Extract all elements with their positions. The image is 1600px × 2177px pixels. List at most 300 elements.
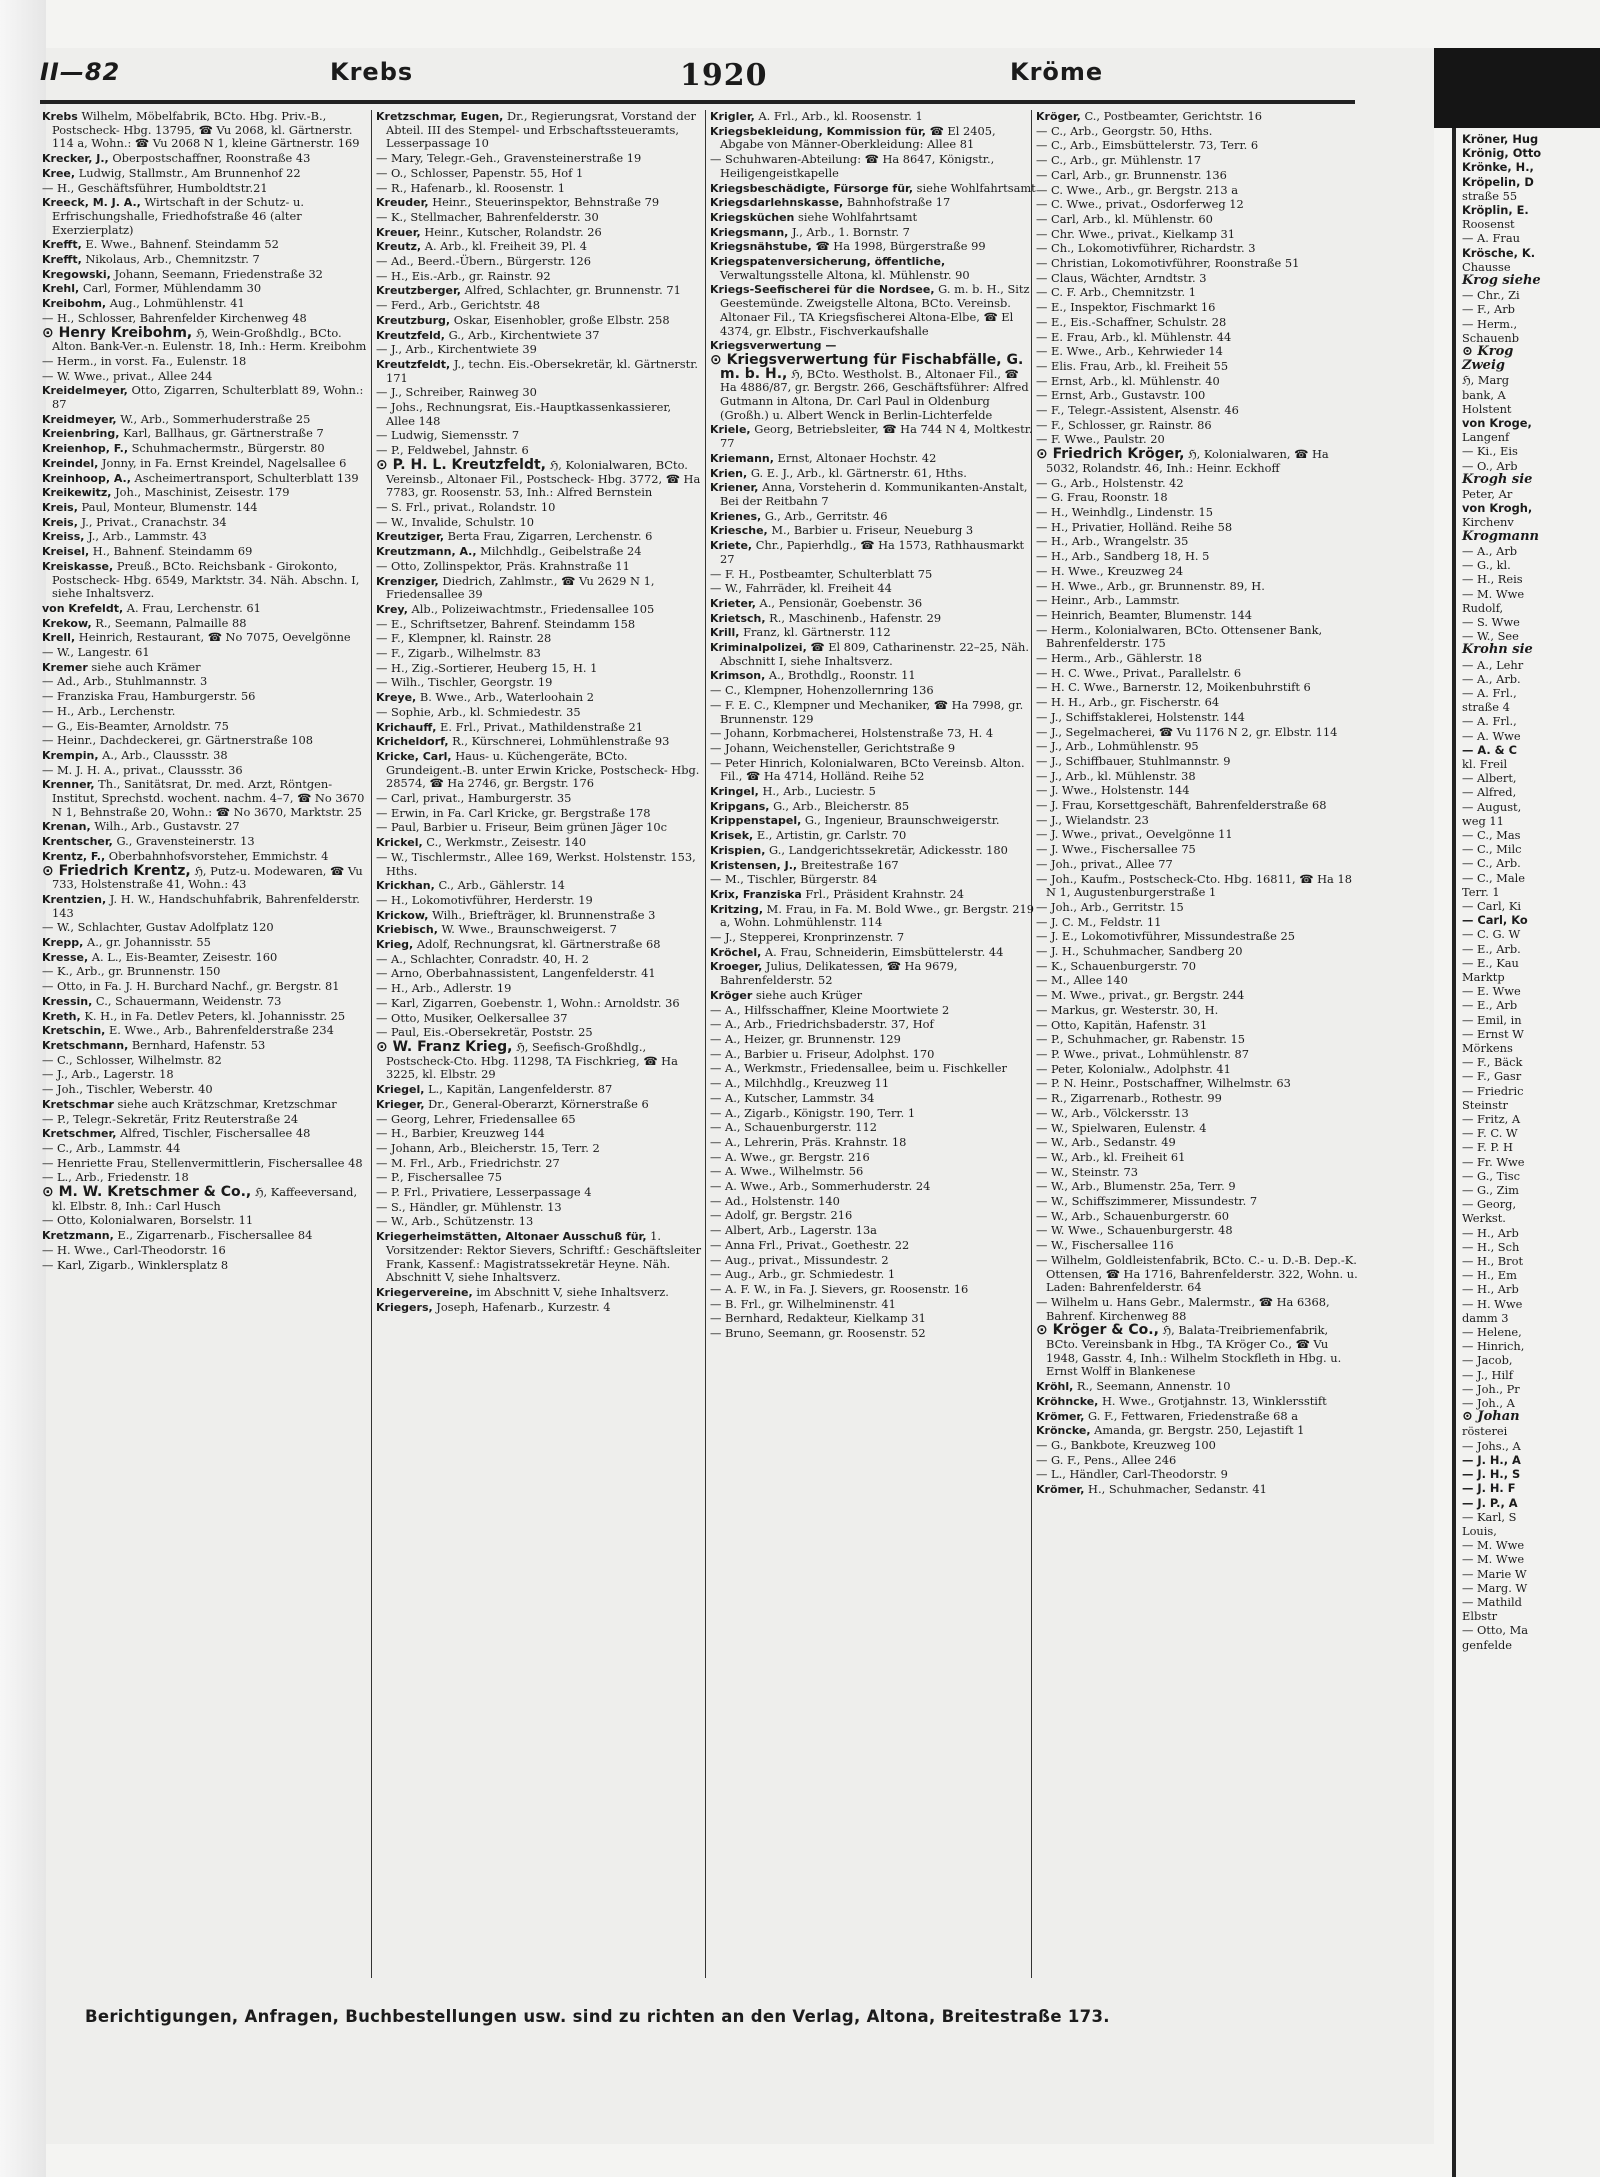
directory-entry <box>376 530 702 544</box>
entry-details: — Peter, Kolonialw., Adolphstr. 41 <box>1036 1061 1231 1076</box>
directory-entry <box>376 982 702 996</box>
directory-entry <box>376 721 702 735</box>
directory-entry <box>710 110 1036 124</box>
entry-details: A. L., Eis-Beamter, Zeisestr. 160 <box>91 949 278 964</box>
directory-entry <box>710 1209 1036 1223</box>
directory-entry <box>42 545 368 559</box>
directory-entry <box>1036 228 1362 242</box>
directory-entry <box>1036 272 1362 286</box>
entry-details: Joh., Maschinist, Zeisestr. 179 <box>115 485 290 500</box>
directory-entry <box>376 429 702 443</box>
entry-details: — J., Schiffbauer, Stuhlmannstr. 9 <box>1036 753 1231 768</box>
entry-details: A. Frl., Arb., kl. Roosenstr. 1 <box>758 110 923 123</box>
entry-details: — H. Wwe., Carl-Theodorstr. 16 <box>42 1242 226 1257</box>
directory-entry <box>710 785 1036 799</box>
directory-entry <box>1036 945 1362 959</box>
entry-name: Kricheldorf, <box>376 735 449 749</box>
entry-details: B. Wwe., Arb., Waterloohain 2 <box>419 690 594 705</box>
cut-off-entry: Elbstr <box>1462 1609 1498 1624</box>
directory-entry <box>710 423 1036 450</box>
entry-details: — Ad., Beerd.-Übern., Bürgerstr. 126 <box>376 254 591 269</box>
entry-name: Krietsch, <box>710 611 766 625</box>
cut-off-entry: — F., Arb <box>1462 302 1515 317</box>
entry-details: — W., Arb., Sedanstr. 49 <box>1036 1135 1176 1150</box>
entry-details: — S., Händler, gr. Mühlenstr. 13 <box>376 1199 562 1214</box>
directory-entry <box>376 1083 702 1097</box>
entry-details: M., Barbier u. Friseur, Neueburg 3 <box>771 523 974 538</box>
cut-off-entry: — F., Bäck <box>1462 1055 1523 1070</box>
cut-off-entry: — H. Wwe <box>1462 1296 1523 1311</box>
directory-entry <box>1036 345 1362 359</box>
entry-name: Kröhncke, <box>1036 1394 1099 1408</box>
entry-name: Krömer, <box>1036 1409 1085 1423</box>
entry-details: — A., Milchhdlg., Kreuzweg 11 <box>710 1076 890 1091</box>
entry-details: — F., Schlosser, gr. Rainstr. 86 <box>1036 417 1212 432</box>
entry-details: Oberpostschaffner, Roonstraße 43 <box>112 151 311 166</box>
directory-entry <box>42 965 368 979</box>
entry-details: — Heinrich, Beamter, Blumenstr. 144 <box>1036 607 1252 622</box>
entry-name: Krebs <box>42 110 78 123</box>
entry-details: J., Privat., Cranachstr. 34 <box>81 514 227 529</box>
entry-details: A. Arb., kl. Freiheit 39, Pl. 4 <box>424 239 587 254</box>
entry-details: Wirtschaft in der Schutz- u. Erfrischungshalle, Friedhofstraße 46 (alter Exerzierplatz) <box>52 195 304 237</box>
directory-entry <box>1036 609 1362 623</box>
cut-off-entry: Marktp <box>1462 969 1505 984</box>
entry-name: Kreinhoop, A., <box>42 471 131 485</box>
cut-off-entry: straße 4 <box>1462 700 1510 715</box>
directory-entry <box>1036 681 1362 695</box>
entry-details: — P., Fischersallee 75 <box>376 1170 503 1185</box>
entry-details: — L., Arb., Friedenstr. 18 <box>42 1170 189 1185</box>
entry-details: — Johann, Arb., Bleicherstr. 15, Terr. 2 <box>376 1140 600 1155</box>
entry-details: — A. Wwe., Wilhelmstr. 56 <box>710 1164 864 1179</box>
entry-details: — H., Eis.-Arb., gr. Rainstr. 92 <box>376 268 551 283</box>
cut-off-entry: — Hinrich, <box>1462 1339 1525 1354</box>
entry-details: A., Pensionär, Goebenstr. 36 <box>759 595 923 610</box>
cut-off-entry: bank, A <box>1462 387 1506 402</box>
entry-details: Dr., General-Oberarzt, Körnerstraße 6 <box>428 1096 649 1111</box>
entry-name: Krienes, <box>710 509 762 523</box>
directory-entry <box>1036 858 1362 872</box>
entry-details: A., gr. Johannisstr. 55 <box>86 935 211 950</box>
cut-off-entry: — August, <box>1462 799 1522 814</box>
directory-entry <box>42 384 368 411</box>
entry-details: — C., Klempner, Hohenzollernring 136 <box>710 683 934 698</box>
entry-details: — Adolf, gr. Bergstr. 216 <box>710 1208 853 1223</box>
entry-details: — K., Stellmacher, Bahrenfelderstr. 30 <box>376 209 599 224</box>
entry-details: — G., Arb., Holstenstr. 42 <box>1036 475 1184 490</box>
entry-name: Krömer, <box>1036 1483 1085 1497</box>
entry-details: Adolf, Rechnungsrat, kl. Gärtnerstraße 68 <box>416 937 661 952</box>
directory-entry <box>376 240 702 254</box>
entry-name: Kreisel, <box>42 545 90 559</box>
entry-details: — F. E. C., Klempner und Mechaniker, ☎ Ha 7998, gr. Brunnenstr. 129 <box>710 697 1024 726</box>
cut-off-entry: ℌ, Marg <box>1462 373 1510 388</box>
entry-details: — Herm., in vorst. Fa., Eulenstr. 18 <box>42 353 247 368</box>
directory-entry <box>710 844 1036 858</box>
cut-off-entry: — J., Hilf <box>1462 1367 1513 1382</box>
directory-entry <box>710 684 1036 698</box>
entry-details: H., Arb., Luciestr. 5 <box>762 784 876 799</box>
entry-details: — A. F. W., in Fa. J. Sievers, gr. Roosenstr. 16 <box>710 1281 969 1296</box>
entry-name: Kriegsbekleidung, Kommission für, <box>710 124 926 138</box>
entry-details: — W., Arb., Völckersstr. 13 <box>1036 1105 1189 1120</box>
entry-details: Carl, Former, Mühlendamm 30 <box>82 281 262 296</box>
entry-details: Anna, Vorsteherin d. Kommunikanten-Anstalt, Bei der Reitbahn 7 <box>720 480 1028 508</box>
directory-entry <box>1036 375 1362 389</box>
directory-entry <box>42 749 368 763</box>
entry-name: Krempin, <box>42 748 99 762</box>
directory-entry <box>710 1048 1036 1062</box>
entry-details: — A., Kutscher, Lammstr. 34 <box>710 1090 875 1105</box>
entry-name: Kretschmer, <box>42 1127 117 1141</box>
entry-name: Kreienbring, <box>42 427 120 441</box>
entry-name: Kriele, <box>710 423 751 437</box>
entry-details: — Otto, in Fa. J. H. Burchard Nachf., gr. Bergstr. 81 <box>42 979 340 994</box>
cut-off-entry: — A. Wwe <box>1462 728 1521 743</box>
entry-details: — J., Stepperei, Kronprinzenstr. 7 <box>710 930 905 945</box>
entry-details: Oskar, Eisenhobler, große Elbstr. 258 <box>453 312 670 327</box>
entry-name: Krill, <box>710 626 740 640</box>
entry-details: — H., Arb., Sandberg 18, H. 5 <box>1036 549 1210 564</box>
entry-details: ℌ, Balata-Treibriemenfabrik, BCto. Vereinsbank in Hbg., TA Kröger Co., ☎ Vu 1948, Gasstr. 4, Inh.: Wilhelm Stockfleth in Hbg. u. Ernst Wolff in Blankenese <box>1046 1323 1342 1379</box>
directory-entry <box>42 253 368 267</box>
entry-name: Kriegerheimstätten, Altonaer Ausschuß für, <box>376 1230 647 1244</box>
entry-details: — A., Arb., Friedrichsbaderstr. 37, Hof <box>710 1017 934 1032</box>
directory-entry <box>376 255 702 269</box>
cut-off-entry: rösterei <box>1462 1424 1508 1439</box>
cut-off-entry: — M. Wwe <box>1462 1538 1525 1553</box>
entry-details: — P., Telegr.-Sekretär, Fritz Reuterstraße 24 <box>42 1111 299 1126</box>
entry-name: Kreutz, <box>376 240 422 254</box>
entry-details: Berta Frau, Zigarren, Lerchenstr. 6 <box>447 529 653 544</box>
entry-details: — H., Weinhdlg., Lindenstr. 15 <box>1036 504 1213 519</box>
cut-off-entry: von Kroge, <box>1462 416 1532 431</box>
entry-details: siehe auch Krüger <box>755 987 863 1002</box>
entry-details: — W., Fischersallee 116 <box>1036 1238 1174 1253</box>
entry-name: Kreis, <box>42 500 78 514</box>
directory-entry <box>1036 1380 1362 1394</box>
directory-entry <box>42 196 368 237</box>
directory-entry <box>1036 535 1362 549</box>
directory-entry <box>376 211 702 225</box>
entry-details: — B. Frl., gr. Wilhelminenstr. 41 <box>710 1296 896 1311</box>
entry-details: G., Gravensteinerstr. 13 <box>116 834 255 849</box>
directory-entry <box>42 646 368 660</box>
entry-name: Kriegsdarlehnskasse, <box>710 196 844 210</box>
directory-entry <box>710 524 1036 538</box>
entry-details: — Mary, Telegr.-Geh., Gravensteinerstraße 19 <box>376 151 642 166</box>
entry-details: — Arno, Oberbahnassistent, Langenfelderstr. 41 <box>376 966 656 981</box>
entry-details: Wilh., Briefträger, kl. Brunnenstraße 3 <box>432 907 656 922</box>
entry-name: Kreutzfeldt, <box>376 357 451 371</box>
directory-entry <box>42 690 368 704</box>
directory-entry <box>710 255 1036 282</box>
cut-off-entry: — G., Tisc <box>1462 1168 1521 1183</box>
entry-details: Preuß., BCto. Reichsbank - Girokonto, Postscheck- Hbg. 6549, Marktstr. 34. Näh. Abschn. I, siehe Inhaltsverz. <box>52 558 360 601</box>
directory-entry <box>376 284 702 298</box>
publisher-notice: Berichtigungen, Anfragen, Buchbestellungen usw. sind zu richten an den Verlag, Altona, Breitestraße 173. <box>85 2007 1110 2026</box>
entry-details: Joseph, Hafenarb., Kurzestr. 4 <box>436 1299 611 1314</box>
cut-off-entry: — Alfred, <box>1462 785 1517 800</box>
directory-entry <box>42 921 368 935</box>
directory-entry <box>42 1068 368 1082</box>
cut-off-entry: von Krogh, <box>1462 501 1533 516</box>
entry-details: — W., Invalide, Schulstr. 10 <box>376 514 535 529</box>
directory-entry <box>376 401 702 428</box>
entry-name: Krieter, <box>710 596 756 610</box>
entry-details: — Elis. Frau, Arb., kl. Freiheit 55 <box>1036 358 1229 373</box>
directory-entry <box>1036 257 1362 271</box>
directory-entry <box>710 859 1036 873</box>
directory-entry <box>1036 1210 1362 1224</box>
entry-details: R., Maschinenb., Hafenstr. 29 <box>769 610 942 625</box>
cut-off-entry: Kirchenv <box>1462 515 1514 530</box>
directory-entry <box>1036 814 1362 828</box>
directory-entry <box>376 358 702 385</box>
entry-details: G. E. J., Arb., kl. Gärtnerstr. 61, Hths. <box>750 465 967 480</box>
entry-details: ℌ, Putz-u. Modewaren, ☎ Vu 733, Holstenstraße 41, Wohn.: 43 <box>52 863 363 892</box>
entry-details: ℌ, Seefisch-Großhdlg., Postscheck-Cto. Hbg. 11298, TA Fischkrieg, ☎ Ha 3225, kl. Elbstr. 29 <box>386 1040 678 1082</box>
directory-entry <box>376 226 702 240</box>
directory-entry <box>42 1024 368 1038</box>
entry-details: — C., Arb., Georgstr. 50, Hths. <box>1036 123 1213 138</box>
entry-name: Kreutzberger, <box>376 284 461 298</box>
entry-details: — Ad., Arb., Stuhlmannstr. 3 <box>42 674 208 689</box>
directory-entry <box>42 850 368 864</box>
entry-details: — Franziska Frau, Hamburgerstr. 56 <box>42 689 256 704</box>
entry-details: Nikolaus, Arb., Chemnitzstr. 7 <box>85 252 260 267</box>
entry-name: von Krefeldt, <box>42 601 124 615</box>
cut-off-entry: — E., Arb. <box>1462 941 1521 956</box>
directory-entry <box>1036 448 1362 475</box>
cut-off-entry: kl. Freil <box>1462 756 1508 771</box>
entry-name: Kristensen, J., <box>710 858 798 872</box>
directory-entry <box>376 792 702 806</box>
cut-off-entry: Krönke, H., <box>1462 160 1534 175</box>
directory-entry <box>42 152 368 166</box>
cut-off-entry: Krogh sie <box>1462 471 1533 487</box>
directory-entry <box>710 1062 1036 1076</box>
cut-off-entry: — G., Zim <box>1462 1183 1519 1198</box>
entry-details: — J. Wwe., Fischersallee 75 <box>1036 842 1196 857</box>
directory-entry <box>42 355 368 369</box>
directory-entry <box>42 995 368 1009</box>
cut-off-entry: — A., Lehr <box>1462 657 1524 672</box>
directory-entry <box>710 1224 1036 1238</box>
entry-details: Ascheimertransport, Schulterblatt 139 <box>134 470 359 485</box>
entry-name: Kressin, <box>42 994 93 1008</box>
directory-entry <box>42 268 368 282</box>
cut-off-entry: — Jacob, <box>1462 1353 1513 1368</box>
header-year: 1920 <box>680 58 768 93</box>
directory-entry <box>1036 1424 1362 1438</box>
entry-details: — Albert, Arb., Lagerstr. 13a <box>710 1223 877 1238</box>
cut-off-entry: — H., Arb <box>1462 1282 1519 1297</box>
entry-details: — E., Eis.-Schaffner, Schulstr. 28 <box>1036 314 1227 329</box>
entry-details: — H., Schlosser, Bahrenfelder Kirchenweg 48 <box>42 310 307 325</box>
entry-details: Otto, Zigarren, Schulterblatt 89, Wohn.: 87 <box>52 383 364 412</box>
entry-details: — Markus, gr. Westerstr. 30, H. <box>1036 1002 1219 1017</box>
directory-entry <box>42 705 368 719</box>
entry-name: Kriete, <box>710 539 753 553</box>
entry-details: siehe Wohlfahrtsamt <box>798 209 918 224</box>
directory-entry <box>42 617 368 631</box>
entry-name: Kroeger, <box>710 960 763 974</box>
entry-details: — Aug., privat., Missundestr. 2 <box>710 1252 889 1267</box>
entry-details: — Schuhwaren-Abteilung: ☎ Ha 8647, Königstr., Heiligengeistkapelle <box>710 152 995 180</box>
entry-name: Kriegsbeschädigte, Fürsorge für, <box>710 181 914 195</box>
directory-entry <box>376 1026 702 1040</box>
entry-name: Krefft, <box>42 253 82 267</box>
cut-off-entry: Langenf <box>1462 430 1510 445</box>
entry-details: — Joh., Tischler, Weberstr. 40 <box>42 1082 213 1097</box>
entry-details: — A., Schlachter, Conradstr. 40, H. 2 <box>376 951 589 966</box>
entry-details: — Peter Hinrich, Kolonialwaren, BCto Vereinsb. Alton. Fil., ☎ Ha 4714, Holländ. Reihe 52 <box>710 755 1025 784</box>
entry-name: Kreindel, <box>42 456 99 470</box>
entry-details: — P., Feldwebel, Jahnstr. 6 <box>376 443 529 458</box>
entry-details: — J. C. M., Feldstr. 11 <box>1036 914 1162 929</box>
directory-entry <box>710 800 1036 814</box>
directory-entry <box>1036 1468 1362 1482</box>
cut-off-entry: — H., Brot <box>1462 1254 1524 1269</box>
directory-entry <box>42 1113 368 1127</box>
entry-details: — M., Tischler, Bürgerstr. 84 <box>710 872 878 887</box>
cut-off-entry: — H., Reis <box>1462 572 1523 587</box>
entry-details: W., Arb., Sommerhuderstraße 25 <box>120 411 311 426</box>
entry-details: — W., Schlachter, Gustav Adolfplatz 120 <box>42 920 274 935</box>
entry-details: — H. Wwe., Kreuzweg 24 <box>1036 563 1184 578</box>
cut-off-entry: — C. G. W <box>1462 927 1521 942</box>
cut-off-entry: Zweig <box>1462 358 1505 374</box>
entry-name: Krentscher, <box>42 835 113 849</box>
directory-entry <box>376 1171 702 1185</box>
directory-entry <box>710 125 1036 152</box>
entry-details: — Johann, Korbmacherei, Holstenstraße 73, H. 4 <box>710 726 994 741</box>
entry-details: siehe auch Krätzschmar, Kretzschmar <box>117 1096 337 1111</box>
directory-entry <box>1036 169 1362 183</box>
entry-name: Krehl, <box>42 282 80 296</box>
cut-off-entry: — F. P. H <box>1462 1140 1513 1155</box>
directory-entry <box>1036 301 1362 315</box>
directory-entry <box>376 894 702 908</box>
directory-entry <box>710 727 1036 741</box>
cut-off-entry: — Johs., A <box>1462 1438 1521 1453</box>
cut-off-entry: — J. P., A <box>1462 1495 1518 1510</box>
column-divider <box>371 110 372 1978</box>
directory-entry <box>710 1239 1036 1253</box>
entry-details: — Paul, Eis.-Obersekretär, Poststr. 25 <box>376 1025 593 1040</box>
directory-entry <box>376 807 702 821</box>
directory-entry <box>1036 1122 1362 1136</box>
directory-entry <box>42 1083 368 1097</box>
entry-details: J. H. W., Handschuhfabrik, Bahrenfelderstr. 143 <box>52 891 360 920</box>
entry-details: — A., Schauenburgerstr. 112 <box>710 1120 877 1135</box>
directory-entry <box>1036 433 1362 447</box>
entry-details: — Heinr., Dachdeckerei, gr. Gärtnerstraße 108 <box>42 733 314 748</box>
entry-name: Kreienhop, F., <box>42 442 128 456</box>
header-first-name: Krebs <box>330 58 414 86</box>
directory-entry <box>710 1151 1036 1165</box>
cut-off-entry: — Karl, S <box>1462 1509 1517 1524</box>
entry-details: A., Arb., Claussstr. 38 <box>102 747 228 762</box>
directory-entry <box>376 444 702 458</box>
cut-off-entry: — C., Male <box>1462 870 1526 885</box>
directory-entry <box>1036 873 1362 900</box>
entry-details: — J. E., Lokomotivführer, Missundestraße 25 <box>1036 929 1295 944</box>
directory-entry <box>42 1244 368 1258</box>
directory-entry <box>376 575 702 602</box>
entry-details: E. Frl., Privat., Mathildenstraße 21 <box>440 719 644 734</box>
directory-entry <box>1036 125 1362 139</box>
entry-details: — H., Arb., Adlerstr. 19 <box>376 981 512 996</box>
directory-entry <box>376 879 702 893</box>
cut-off-entry: Mörkens <box>1462 1041 1513 1055</box>
directory-entry <box>1036 1048 1362 1062</box>
entry-name: Krefft, <box>42 238 82 252</box>
cut-off-entry: — Carl, Ko <box>1462 913 1528 928</box>
entry-name: Kregowski, <box>42 267 111 281</box>
entry-details: — Georg, Lehrer, Friedensallee 65 <box>376 1111 576 1126</box>
cut-off-entry: — Ernst W <box>1462 1026 1524 1041</box>
entry-name: ⊙ Kröger & Co., <box>1036 1322 1159 1339</box>
cut-off-entry: — H., Em <box>1462 1268 1517 1283</box>
directory-entry <box>376 516 702 530</box>
directory-entry <box>1036 711 1362 725</box>
entry-details: — C., Schlosser, Wilhelmstr. 82 <box>42 1052 222 1067</box>
entry-details: E., Zigarrenarb., Fischersallee 84 <box>117 1228 313 1243</box>
directory-entry <box>42 413 368 427</box>
entry-name: Kriegers, <box>376 1300 433 1314</box>
cut-off-entry: Kröner, Hug <box>1462 132 1539 146</box>
directory-column-2 <box>376 110 702 2000</box>
entry-details: ℌ, Kolonialwaren, BCto. Vereinsb., Altonaer Fil., Postscheck- Hbg. 3772, ☎ Ha 7783, gr. Roosenstr. 53, Inh.: Alfred Bernstein <box>386 457 701 500</box>
entry-details: — Aug., Arb., gr. Schmiedestr. 1 <box>710 1267 896 1282</box>
directory-entry <box>376 647 702 661</box>
entry-name: Krickel, <box>376 836 423 850</box>
directory-entry <box>376 182 702 196</box>
entry-details: — Johann, Weichensteller, Gerichtstraße 9 <box>710 740 956 755</box>
entry-details: — C. Wwe., Arb., gr. Bergstr. 213 a <box>1036 182 1239 197</box>
directory-entry <box>376 545 702 559</box>
entry-details: — E. Wwe., Arb., Kehrwieder 14 <box>1036 344 1223 359</box>
entry-details: — Erwin, in Fa. Carl Kricke, gr. Bergstraße 178 <box>376 805 651 820</box>
entry-details: — W., Tischlermstr., Allee 169, Werkst. Holstenstr. 153, Hths. <box>376 849 696 878</box>
entry-name: Krentz, F., <box>42 849 106 863</box>
entry-details: ℌ, Wein-Großhdlg., BCto. Alton. Bank-Ver.-n. Eulenstr. 18, Inh.: Herm. Kreibohm <box>52 325 367 354</box>
entry-details: — E. Frau, Arb., kl. Mühlenstr. 44 <box>1036 329 1232 344</box>
entry-details: — S. Frl., privat., Rolandstr. 10 <box>376 499 556 514</box>
directory-entry <box>710 196 1036 210</box>
directory-entry <box>1036 843 1362 857</box>
directory-entry <box>1036 184 1362 198</box>
entry-details: — Ernst, Arb., Gustavstr. 100 <box>1036 388 1206 403</box>
entry-name: Kretschin, <box>42 1024 106 1038</box>
entry-details: G., Ingenieur, Braunschweigerstr. <box>804 813 1000 828</box>
directory-entry <box>376 836 702 850</box>
cut-off-entry: Krog siehe <box>1462 273 1541 289</box>
directory-entry <box>1036 154 1362 168</box>
directory-entry <box>42 472 368 486</box>
cut-off-entry: — J. H., A <box>1462 1452 1521 1467</box>
entry-details: — J., Arb., kl. Mühlenstr. 38 <box>1036 768 1196 783</box>
directory-entry <box>710 467 1036 481</box>
entry-name: Krickhan, <box>376 879 435 893</box>
cut-off-entry: Louis, <box>1462 1523 1497 1538</box>
entry-name: Kröger, <box>1036 110 1081 123</box>
entry-details: — Bernhard, Redakteur, Kielkamp 31 <box>710 1311 926 1326</box>
entry-details: Alb., Polizeiwachtmstr., Friedensallee 105 <box>411 601 655 616</box>
